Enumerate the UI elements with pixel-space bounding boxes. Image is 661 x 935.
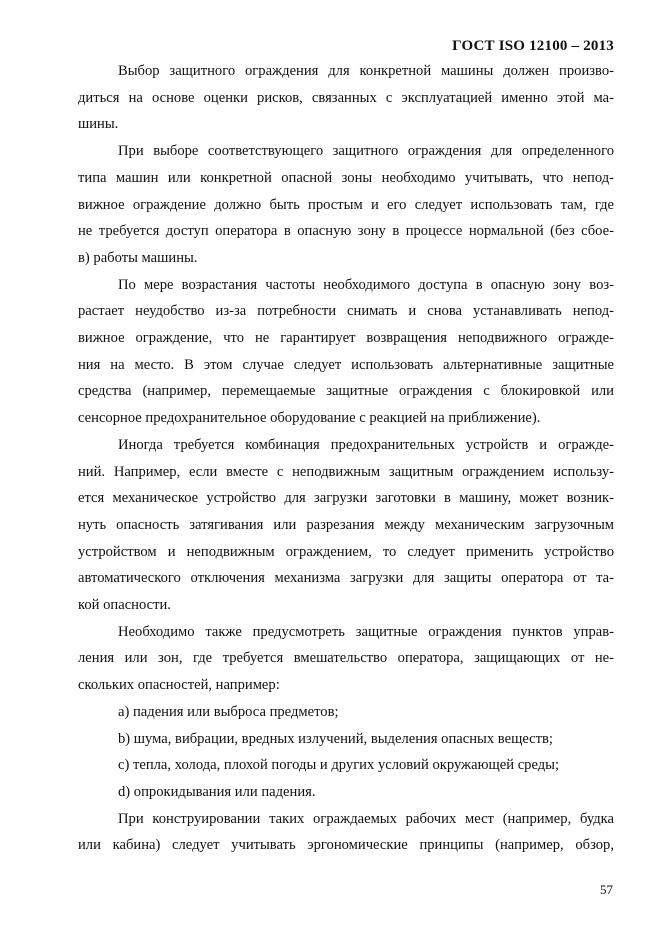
document-header: ГОСТ ISO 12100 – 2013 — [452, 38, 614, 54]
text-line: шины. — [78, 116, 119, 133]
text-line: нуть опасность затягивания или разрезания между механическим загрузочным — [78, 516, 614, 533]
text-line: в) работы машины. — [78, 249, 198, 266]
paragraph-3 — [78, 272, 614, 432]
hazard-list — [78, 699, 614, 806]
paragraph-1 — [78, 58, 614, 138]
text-line: устройством и неподвижным ограждением, то следует применить устройство — [78, 543, 614, 560]
list-item: a) падения или выброса предметов; — [118, 703, 339, 720]
text-line: автоматического отключения механизма загрузки для защиты оператора от та- — [78, 570, 614, 587]
text-line: ется механическое устройство для загрузки заготовки в машину, может возник- — [78, 490, 614, 507]
text-line: При конструировании таких ограждаемых рабочих мест (например, будка — [118, 810, 614, 827]
text-line: ний. Например, если вместе с неподвижным защитным ограждением использу- — [78, 463, 614, 480]
text-line: При выборе соответствующего защитного ограждения для определенного — [118, 143, 614, 160]
text-line: ления или зон, где требуется вмешательство оператора, защищающих от не- — [78, 650, 614, 667]
list-item: d) опрокидывания или падения. — [118, 783, 316, 800]
list-item: b) шума, вибрации, вредных излучений, выделения опасных веществ; — [118, 730, 553, 747]
paragraph-6 — [78, 806, 614, 859]
text-line: ния на место. В этом случае следует использовать альтернативные защитные — [78, 356, 614, 373]
text-line: Иногда требуется комбинация предохранительных устройств и огражде- — [118, 436, 614, 453]
text-line: средства (например, перемещаемые защитные ограждения с блокировкой или — [78, 383, 614, 400]
document-body — [78, 58, 614, 859]
text-line: растает неудобство из-за потребности снимать и снова устанавливать непод- — [78, 303, 614, 320]
list-item: c) тепла, холода, плохой погоды и других условий окружающей среды; — [118, 757, 560, 774]
paragraph-5 — [78, 619, 614, 699]
text-line: типа машин или конкретной опасной зоны необходимо учитывать, что непод- — [78, 169, 614, 186]
paragraph-2 — [78, 138, 614, 272]
text-line: скольких опасностей, например: — [78, 677, 280, 694]
text-line: диться на основе оценки рисков, связанных с эксплуатацией именно этой ма- — [78, 89, 614, 106]
text-line: кой опасности. — [78, 597, 171, 614]
text-line: По мере возрастания частоты необходимого доступа в опасную зону воз- — [118, 276, 614, 293]
paragraph-4 — [78, 432, 614, 619]
text-line: не требуется доступ оператора в опасную зону в процессе нормальной (без сбое- — [78, 223, 614, 240]
text-line: Необходимо также предусмотреть защитные ограждения пунктов управ- — [118, 623, 614, 640]
page-number: 57 — [600, 882, 613, 897]
text-line: Выбор защитного ограждения для конкретной машины должен произво- — [118, 63, 614, 79]
text-line: вижное ограждение, что не гарантирует возвращения неподвижного огражде- — [78, 330, 614, 347]
text-line: или кабина) следует учитывать эргономические принципы (например, обзор, — [78, 837, 614, 854]
text-line: вижное ограждение должно быть простым и его следует использовать там, где — [78, 196, 614, 213]
text-line: сенсорное предохранительное оборудование с реакцией на приближение). — [78, 410, 541, 427]
